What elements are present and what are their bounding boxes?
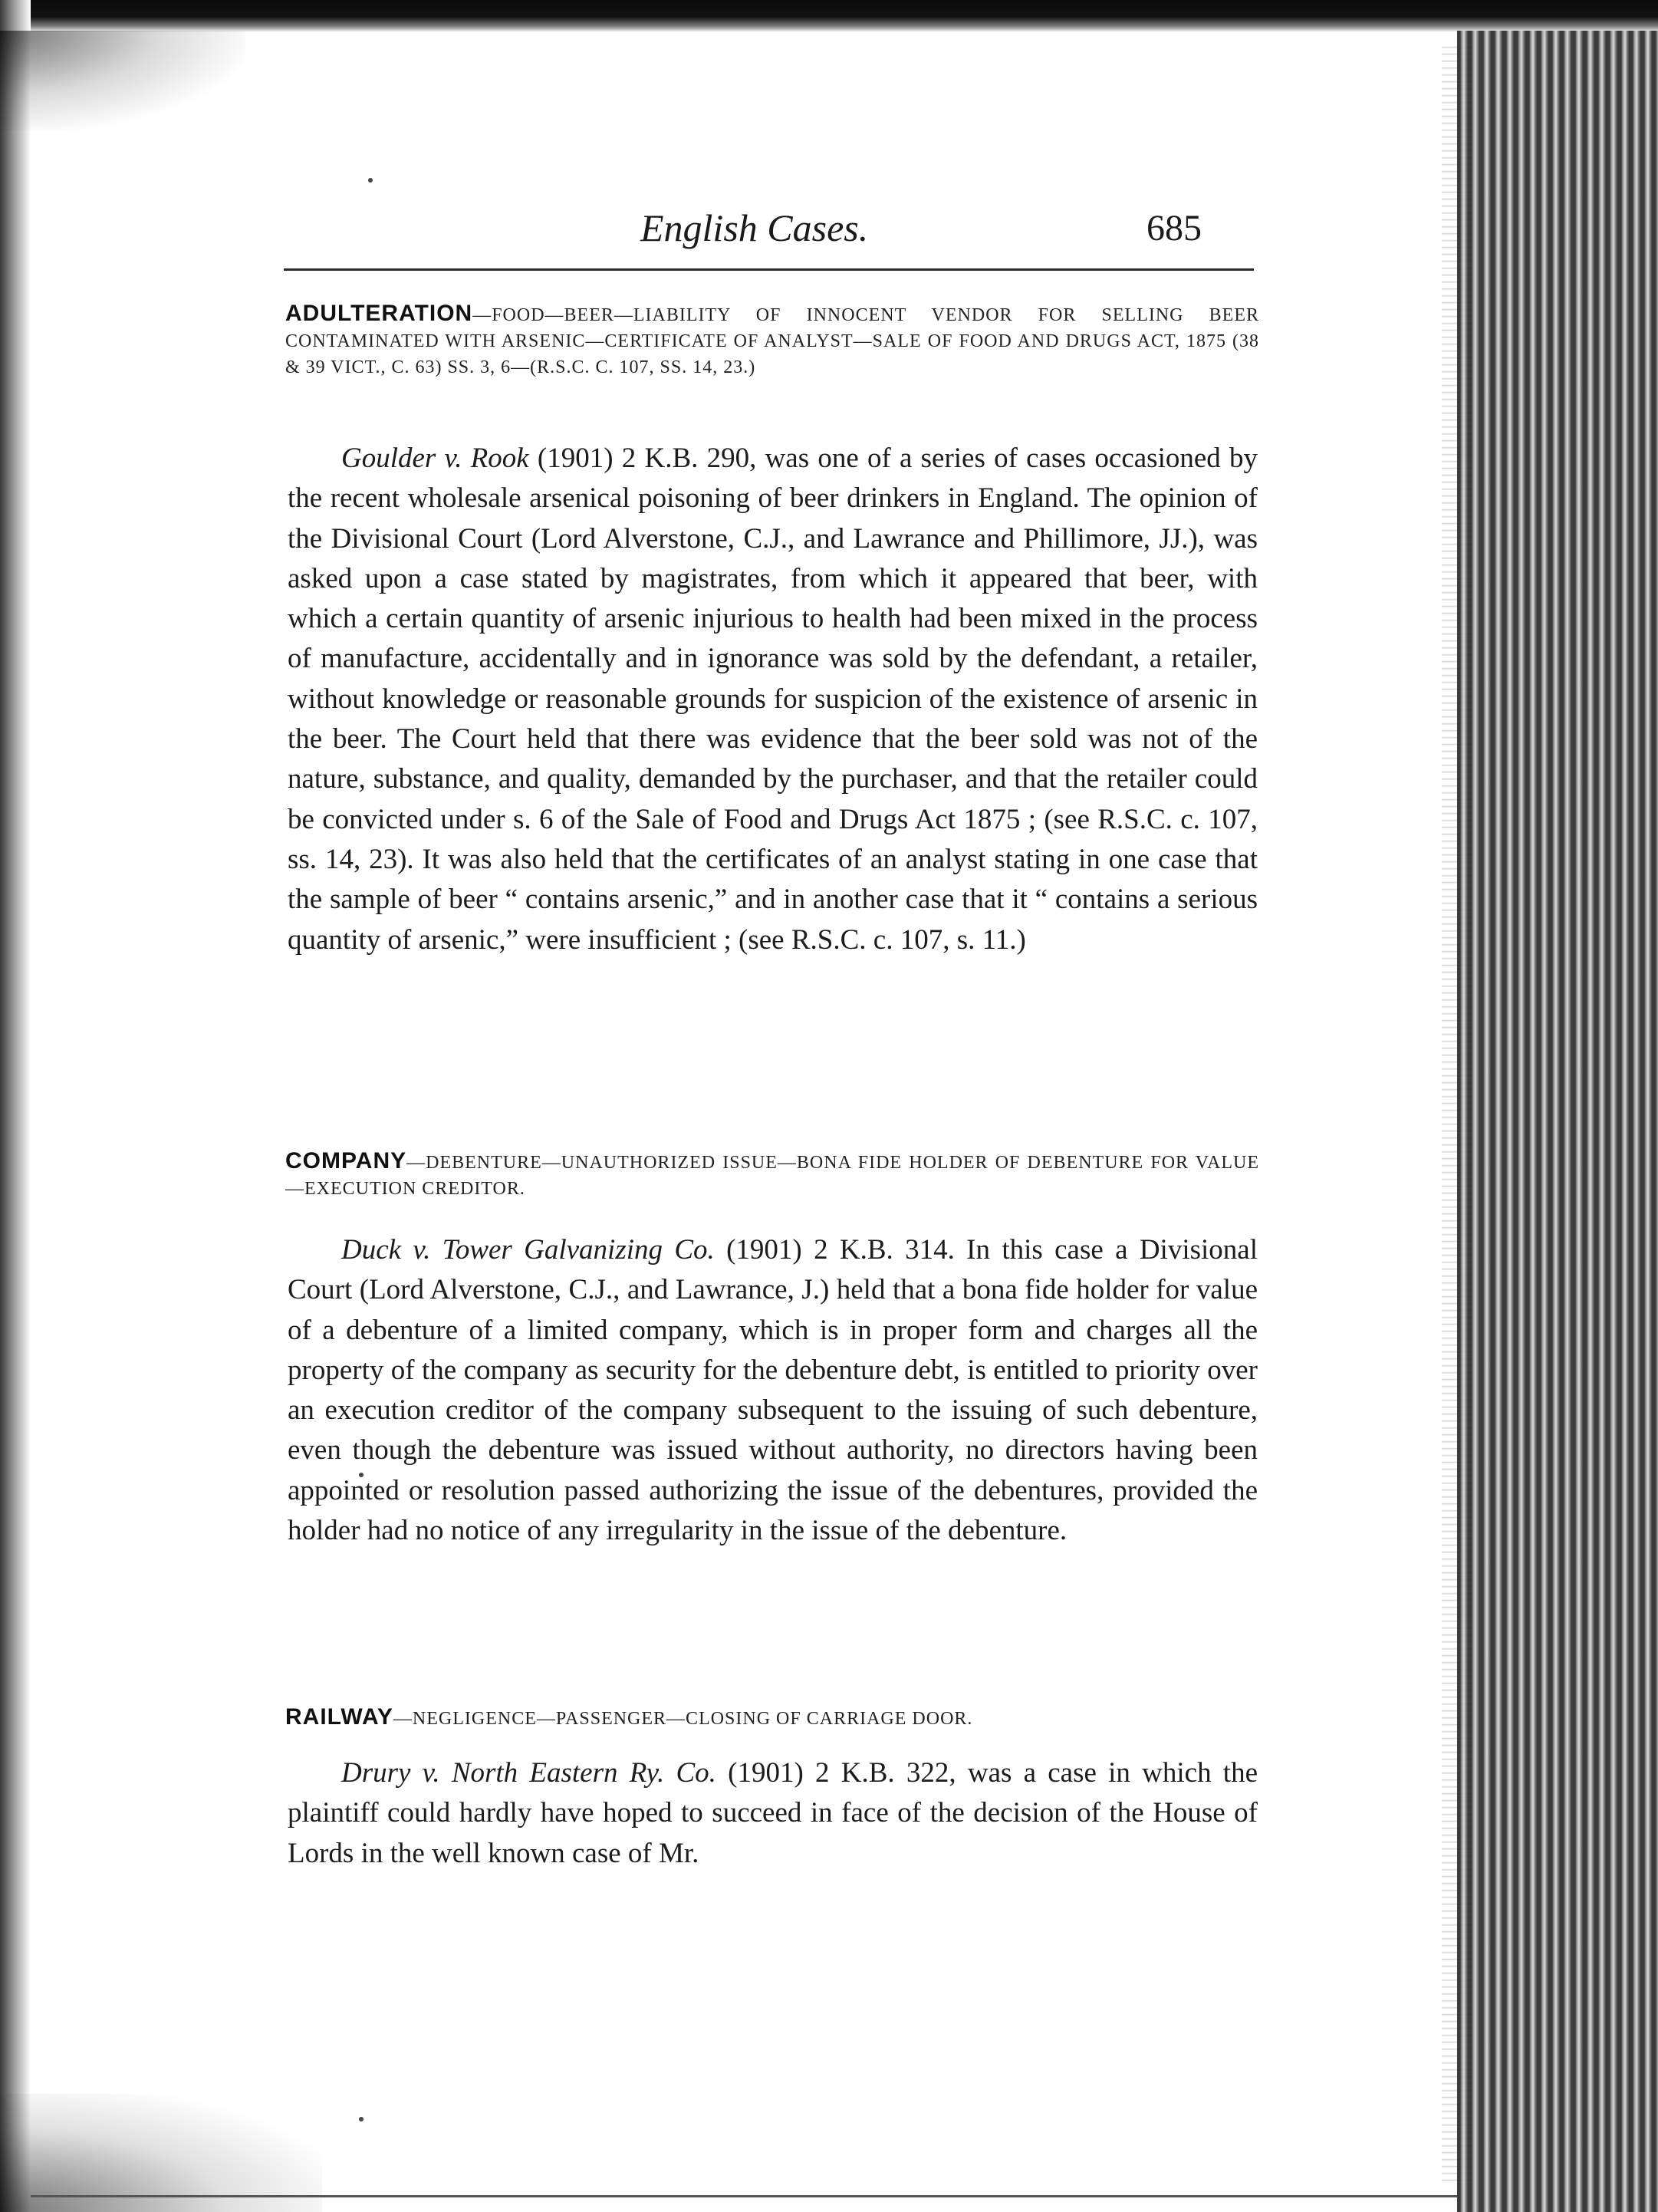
case-name: Duck v. Tower Galvanizing Co. (341, 1234, 715, 1266)
case-paragraph-goulder (288, 439, 1258, 960)
scan-edge-left (0, 0, 31, 2212)
section-headnote-railway (285, 1704, 1259, 1732)
section-keyword: ADULTERATION (285, 301, 473, 326)
section-headnote-adulteration (285, 301, 1259, 380)
headnote-text: —NEGLIGENCE—PASSENGER—CLOSING OF CARRIAGE DOOR. (393, 1709, 973, 1729)
scan-edge-right (1457, 31, 1658, 2212)
speck (359, 2117, 364, 2121)
headnote-text: —DEBENTURE—UNAUTHORIZED ISSUE—BONA FIDE HOLDER OF DEBENTURE FOR VALUE—EXECUTION CREDITOR. (285, 1153, 1259, 1199)
header-rule (284, 268, 1254, 271)
page-number: 685 (1146, 208, 1202, 249)
section-keyword: RAILWAY (285, 1704, 393, 1730)
scan-edge-top (0, 0, 1658, 32)
case-name: Drury v. North Eastern Ry. Co. (341, 1757, 716, 1789)
case-paragraph-drury (288, 1753, 1258, 1874)
section-keyword: COMPANY (285, 1148, 407, 1173)
speck (368, 178, 373, 183)
headnote-text: —FOOD—BEER—LIABILITY OF INNOCENT VENDOR FOR SELLING BEER CONTAMINATED WITH ARSENIC—CERTIFICATE OF ANALYST—SALE OF FOOD AND DRUGS ACT, 1875 (38 & 39 VICT., C. 63) SS. 3, 6—(R.S.C. C. 107, SS. 14, 23.) (285, 305, 1259, 377)
running-head-title: English Cases. (640, 206, 869, 249)
case-body: (1901) 2 K.B. 314. In this case a Divisional Court (Lord Alverstone, C.J., and Lawrance, J.) held that a bona fide holder for value of a debenture of a limited company, which is in proper form and charges all the property of the company as security for the debenture debt, is entitled to priority over an execution creditor of the company subsequent to the issuing of such debenture, even though the debenture was issued without authority, no directors having been appointed or resolution passed authorizing the issue of the debentures, provided the holder had no notice of any irregularity in the issue of the debenture. (288, 1234, 1258, 1547)
case-paragraph-duck (288, 1230, 1258, 1551)
scan-shadow-bottom-left (0, 2094, 322, 2212)
case-body: (1901) 2 K.B. 322, was a case in which the plaintiff could hardly have hoped to succeed in face of the decision of the House of Lords in the well known case of Mr. (288, 1757, 1258, 1869)
case-name: Goulder v. Rook (341, 443, 529, 474)
scan-edge-bottom (31, 2195, 1457, 2197)
scan-shadow-top-left (0, 31, 245, 130)
section-headnote-company (285, 1148, 1259, 1202)
case-body: (1901) 2 K.B. 290, was one of a series of cases occasioned by the recent wholesale arsenical poisoning of beer drinkers in England. The opinion of the Divisional Court (Lord Alverstone, C.J., and Lawrance and Phillimore, JJ.), was asked upon a case stated by magistrates, from which it appeared that beer, with which a certain quantity of arsenic injurious to health had been mixed in the process of manufacture, accidentally and in ignorance was sold by the defendant, a retailer, without knowledge or reasonable grounds for suspicion of the existence of arsenic in the beer. The Court held that there was evidence that the beer sold was not of the nature, substance, and quality, demanded by the purchaser, and that the retailer could be convicted under s. 6 of the Sale of Food and Drugs Act 1875 ; (see R.S.C. c. 107, ss. 14, 23). It was also held that the certificates of an analyst stating in one case that the sample of beer “ contains arsenic,” and in another case that it “ contains a serious quantity of arsenic,” were insufficient ; (see R.S.C. c. 107, s. 11.) (288, 443, 1258, 956)
